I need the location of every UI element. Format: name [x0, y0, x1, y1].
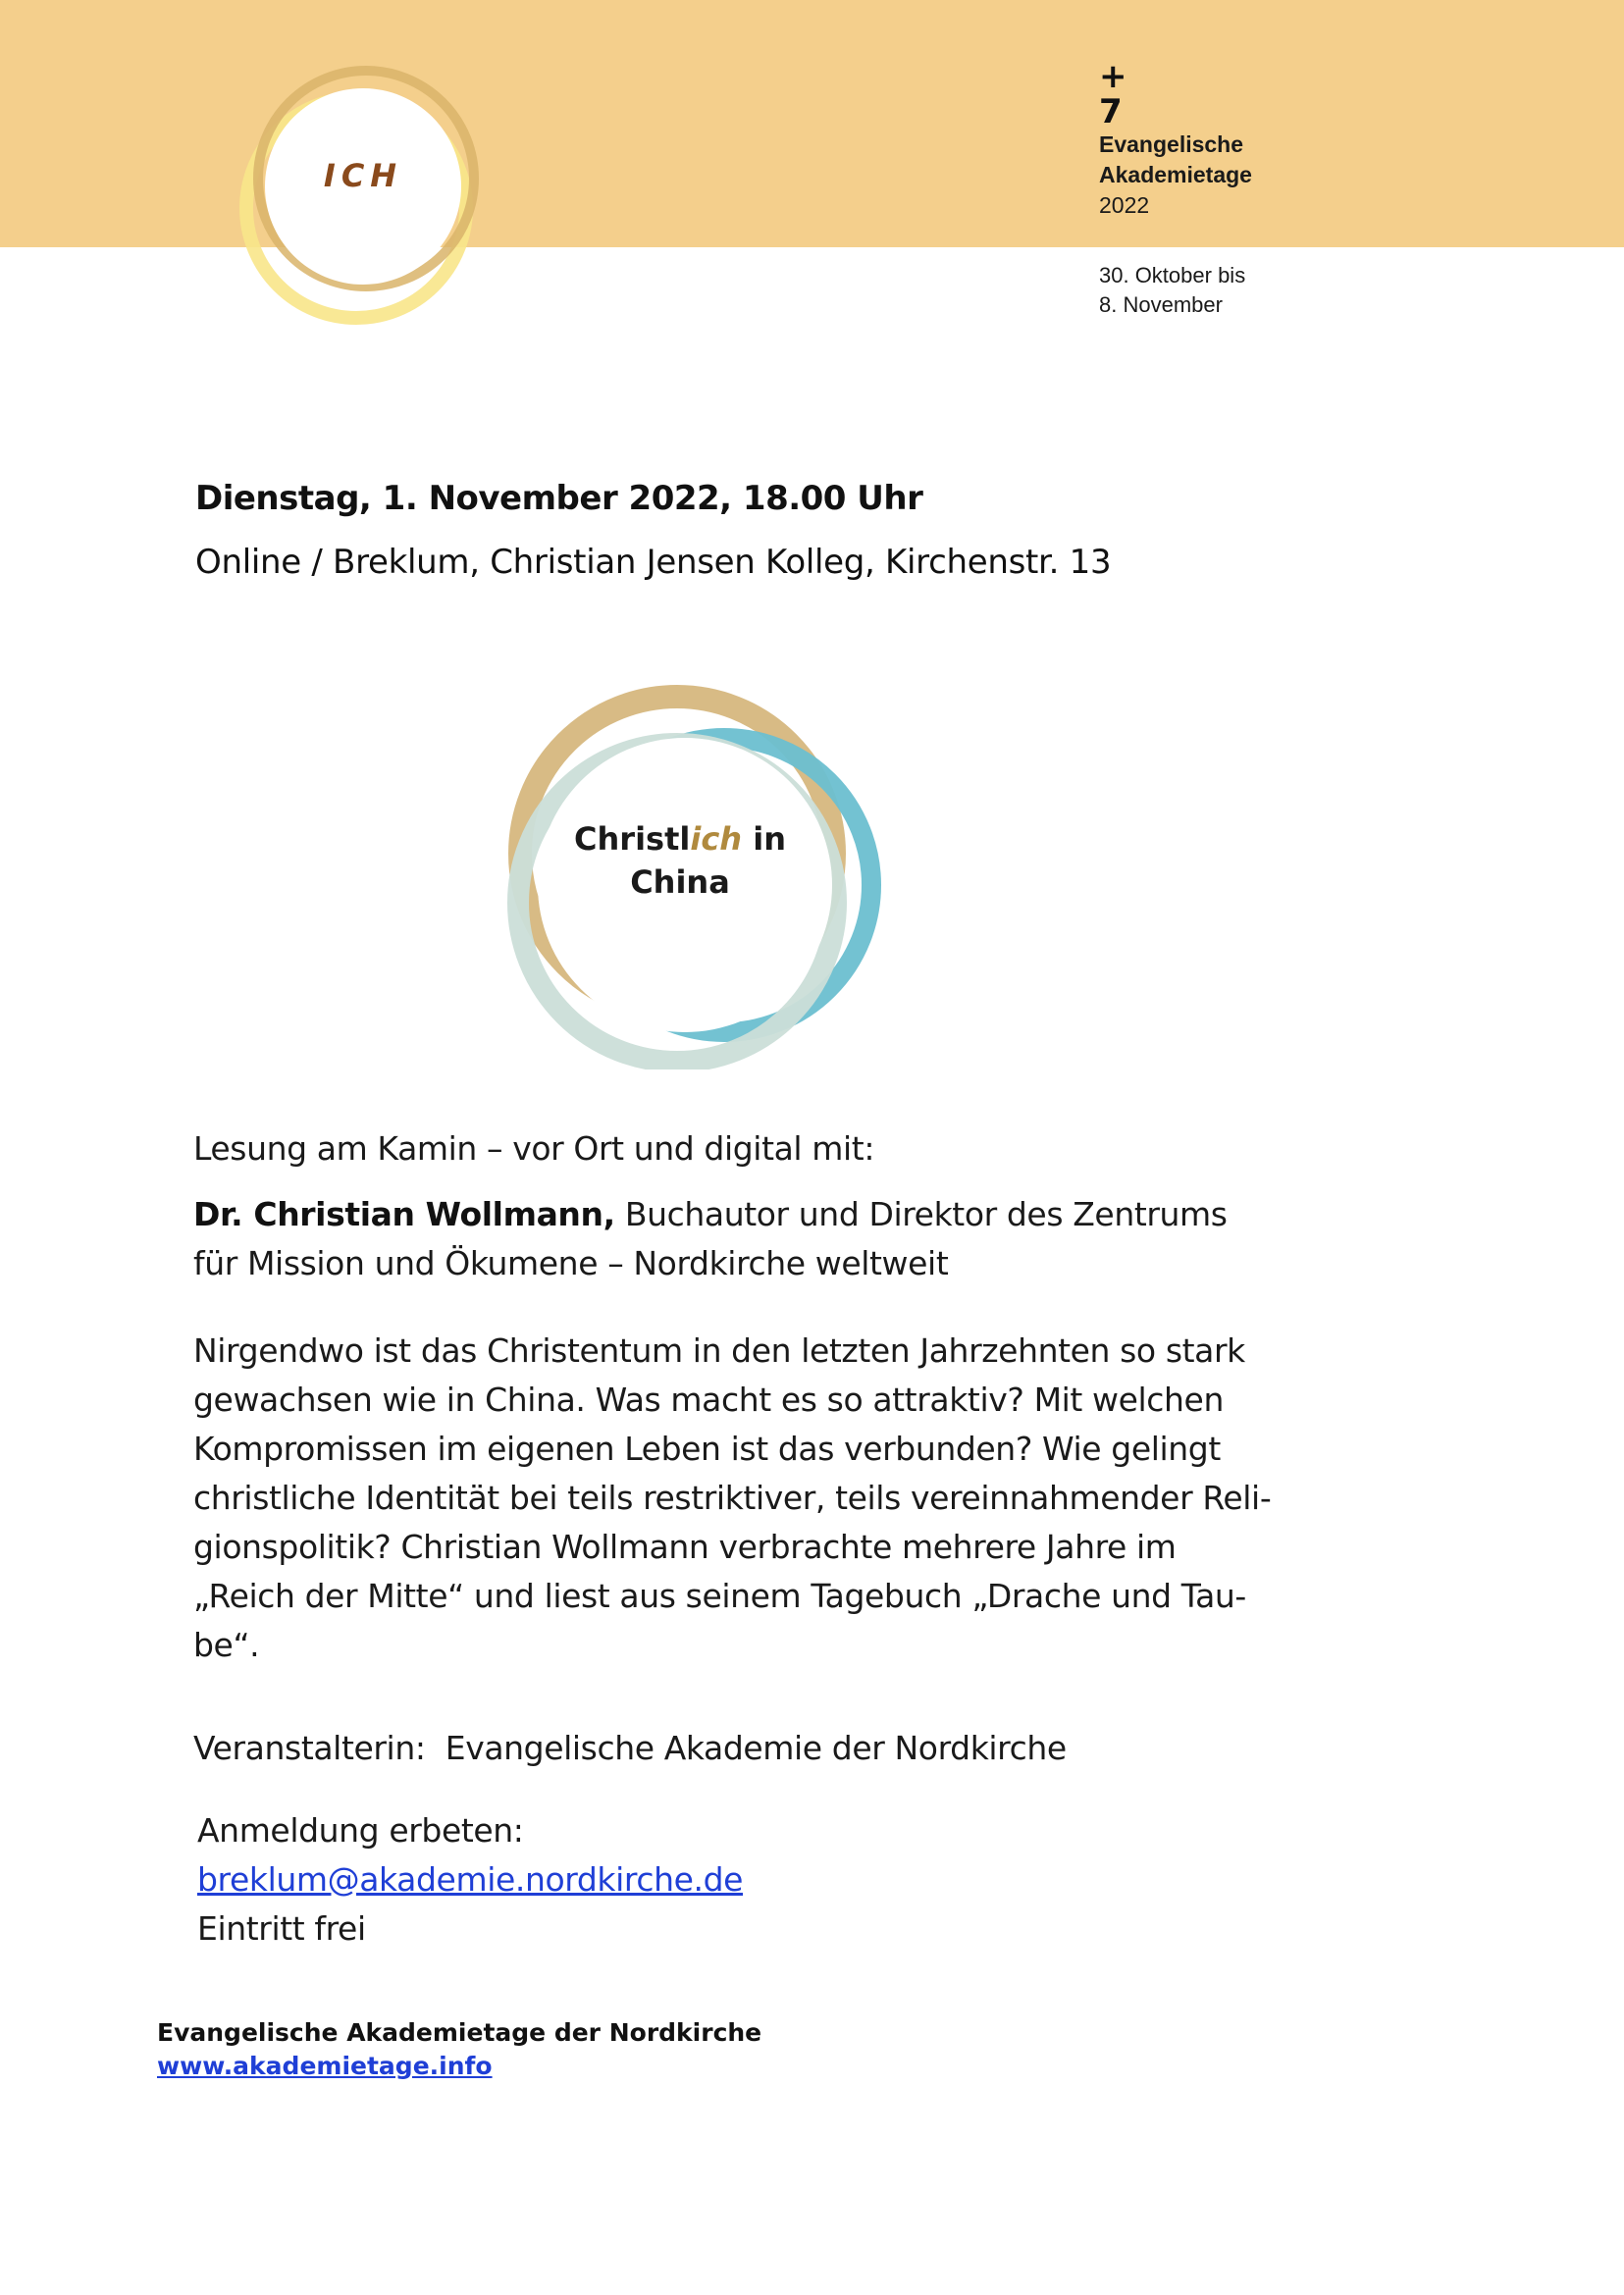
dates-line1: 30. Oktober bis [1099, 263, 1246, 287]
series-logo-line1: Christlich in [574, 820, 786, 858]
intro-text: Lesung am Kamin – vor Ort und digital mit: [193, 1129, 875, 1168]
speaker-block [193, 1190, 1292, 1288]
registration-label: Anmeldung erbeten: [197, 1811, 524, 1850]
footer-org-name: Evangelische Akademietage der Nordkirche [157, 2018, 762, 2047]
description [193, 1327, 1292, 1670]
registration-block [197, 1806, 1296, 1954]
speaker-role-line1: Buchautor und Direktor des Zentrums [614, 1195, 1228, 1233]
organizer-label: Veranstalterin: [193, 1729, 426, 1767]
footer [157, 2016, 761, 2083]
admission-text: Eintritt frei [197, 1909, 366, 1948]
series-logo-line2: China [630, 863, 730, 901]
description-line: Kompromissen im eigenen Leben ist das verbunden? Wie gelingt [193, 1430, 1221, 1468]
speaker-role-line2: für Mission und Ökumene – Nordkirche weltweit [193, 1244, 949, 1282]
brand-title-line2: Akademietage [1099, 162, 1252, 187]
description-line: gewachsen wie in China. Was macht es so attraktiv? Mit welchen [193, 1381, 1224, 1419]
brand-title-line1: Evangelische [1099, 131, 1244, 157]
event-date-time: Dienstag, 1. November 2022, 18.00 Uhr [195, 479, 923, 518]
footer-website-link[interactable]: www.akademietage.info [157, 2052, 493, 2080]
ich-logo [231, 61, 496, 326]
description-line: „Reich der Mitte“ und liest aus seinem Tagebuch „Drache und Tau- [193, 1577, 1246, 1615]
brand-mark-plus: + [1099, 57, 1127, 96]
event-location: Online / Breklum, Christian Jensen Kolleg, Kirchenstr. 13 [195, 543, 1112, 582]
organizer-name: Evangelische Akademie der Nordkirche [445, 1729, 1067, 1767]
series-logo [491, 677, 893, 1069]
registration-email-link[interactable]: breklum@akademie.nordkirche.de [197, 1860, 744, 1899]
brand-block [1099, 59, 1413, 221]
speaker-name: Dr. Christian Wollmann, [193, 1195, 615, 1233]
brand-year: 2022 [1099, 192, 1150, 218]
brand-dates [1099, 261, 1245, 320]
description-line: be“. [193, 1626, 260, 1664]
brand-mark-seven: 7 [1099, 92, 1123, 131]
description-line: christliche Identität bei teils restriktiver, teils vereinnahmender Reli- [193, 1479, 1272, 1517]
dates-line2: 8. November [1099, 292, 1223, 317]
description-line: gionspolitik? Christian Wollmann verbrachte mehrere Jahre im [193, 1528, 1177, 1566]
description-line: Nirgendwo ist das Christentum in den letzten Jahrzehnten so stark [193, 1331, 1245, 1370]
ich-logo-text: ICH [323, 157, 403, 194]
organizer-line [193, 1724, 1292, 1773]
